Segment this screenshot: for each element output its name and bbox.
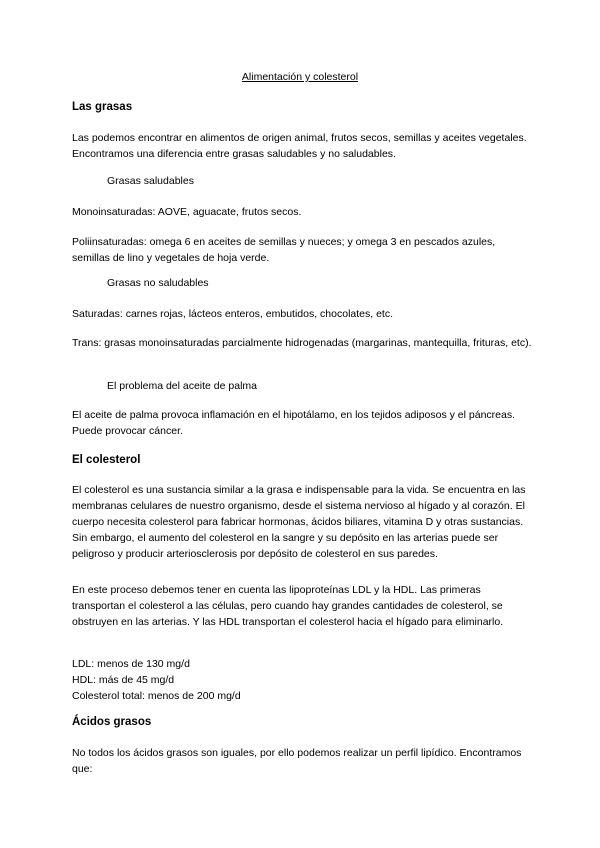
subheading-grasas-no-saludables: Grasas no saludables — [107, 277, 209, 289]
paragraph-aceite-palma: El aceite de palma provoca inflamación en el hipotálamo, en los tejidos adiposos y el páncreas. Puede provocar cáncer. — [72, 409, 516, 437]
paragraph-grasas-intro: Las podemos encontrar en alimentos de origen animal, frutos secos, semillas y aceites vegetales. Encontramos una diferencia entre grasas saludables y no saludables. — [72, 132, 527, 160]
value-hdl: HDL: más de 45 mg/d — [72, 674, 175, 686]
document-title: Alimentación y colesterol — [241, 71, 359, 83]
paragraph-trans: Trans: grasas monoinsaturadas parcialmente hidrogenadas (margarinas, mantequilla, frituras, etc). — [72, 337, 532, 349]
paragraph-colesterol-1: El colesterol es una sustancia similar a la grasa e indispensable para la vida. Se encuentra en las membranas celulares de nuestro organismo, desde el sistema nervioso al hígado y al corazón. El cuerpo necesita colesterol para fabricar hormonas, ácidos biliares, vitamina D y otras sustancias. Sin embargo, el aumento del colesterol en la sangre y su depósito en las arterias puede ser peligroso y producir arteriosclerosis por depósito de colesterol en sus paredes. — [72, 484, 526, 560]
paragraph-colesterol-2: En este proceso debemos tener en cuenta las lipoproteínas LDL y la HDL. Las primeras transportan el colesterol a las células, pero cuando hay grandes cantidades de colesterol, se obstruyen en las arterias. Y las HDL transportan el colesterol hacia el hígado para eliminarlo. — [72, 584, 504, 628]
subheading-grasas-saludables: Grasas saludables — [107, 175, 194, 187]
value-ldl: LDL: menos de 130 mg/d — [72, 658, 190, 670]
section-heading-grasas: Las grasas — [72, 101, 133, 113]
paragraph-poliinsaturadas: Poliinsaturadas: omega 6 en aceites de semillas y nueces; y omega 3 en pescados azules, semillas de lino y vegetales de hoja verde. — [72, 236, 496, 264]
section-heading-acidos-grasos: Ácidos grasos — [72, 716, 152, 728]
value-colesterol-total: Colesterol total: menos de 200 mg/d — [72, 690, 241, 702]
paragraph-saturadas: Saturadas: carnes rojas, lácteos enteros, embutidos, chocolates, etc. — [72, 308, 394, 320]
subheading-aceite-palma: El problema del aceite de palma — [107, 380, 258, 392]
paragraph-monoinsaturadas: Monoinsaturadas: AOVE, aguacate, frutos secos. — [72, 206, 302, 218]
section-heading-colesterol: El colesterol — [72, 454, 141, 466]
paragraph-acidos-grasos: No todos los ácidos grasos son iguales, por ello podemos realizar un perfil lipídico. Encontramos que: — [72, 747, 522, 775]
